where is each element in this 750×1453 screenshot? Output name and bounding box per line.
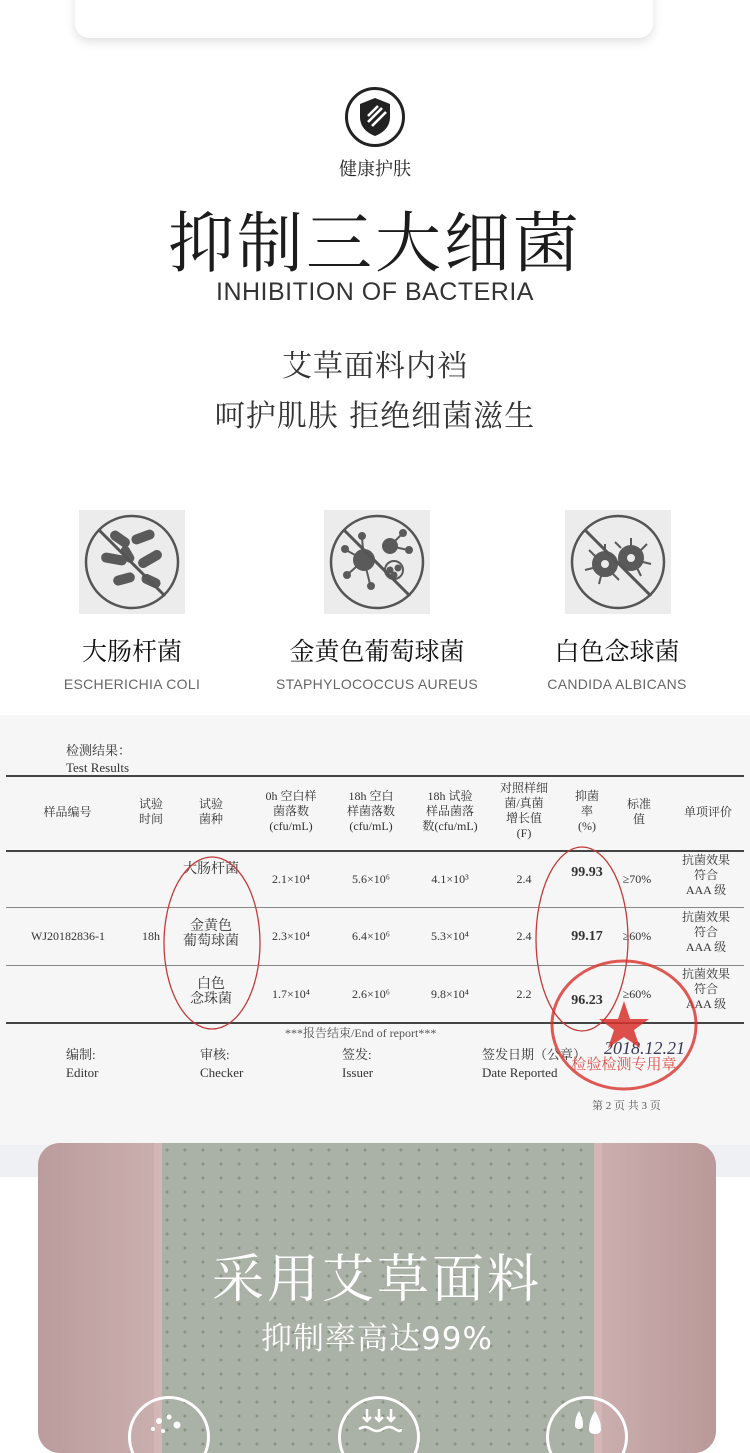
editor-label-en: Editor xyxy=(66,1065,99,1080)
row2-rate: 99.17 xyxy=(571,929,603,944)
page-title: 抑制三大细菌 xyxy=(168,205,582,282)
feature-card xyxy=(75,0,653,38)
row2-growth: 2.4 xyxy=(516,929,532,943)
row1-blank0: 2.1×10⁴ xyxy=(272,872,310,886)
header-time: 试验 时间 xyxy=(138,797,163,826)
header-test-18h: 18h 试验 样品菌落 数(cfu/mL) xyxy=(422,789,478,833)
wave-arrows-icon xyxy=(338,1396,420,1453)
test-time: 18h xyxy=(142,929,160,943)
seal-text: 检验检测专用章 xyxy=(571,1055,677,1073)
fabric-banner xyxy=(38,1143,716,1453)
row2-test18: 5.3×10⁴ xyxy=(431,929,469,943)
editor-label-cn: 编制: xyxy=(66,1047,96,1062)
bacteria-name-3: 白色念球菌 xyxy=(554,637,680,666)
end-of-report: ***报告结束/End of report*** xyxy=(285,1026,437,1040)
row1-test18: 4.1×10³ xyxy=(431,872,469,886)
row3-standard: ≥60% xyxy=(622,987,652,1001)
bacteria-en-2: STAPHYLOCOCCUS AUREUS xyxy=(275,676,479,692)
checker-label-en: Checker xyxy=(200,1065,244,1080)
row2-blank18: 6.4×10⁶ xyxy=(352,929,390,943)
results-label-en: Test Results xyxy=(66,760,130,775)
sample-id: WJ20182836-1 xyxy=(31,929,105,943)
row3-strain: 白色 念珠菌 xyxy=(190,977,232,1007)
description-line-1: 艾草面料内裆 xyxy=(282,349,468,384)
header-evaluation: 单项评价 xyxy=(683,805,732,819)
candida-bacteria-forbidden-icon xyxy=(565,510,671,614)
table-rule xyxy=(6,775,744,777)
row2-blank0: 2.3×10⁴ xyxy=(272,929,310,943)
issuer-label-cn: 签发: xyxy=(342,1047,372,1062)
date-label-en: Date Reported xyxy=(482,1065,558,1080)
header-blank-0h: 0h 空白样 菌落数 (cfu/mL) xyxy=(265,789,317,833)
row3-blank18: 2.6×10⁶ xyxy=(352,987,390,1001)
particles-icon xyxy=(128,1396,210,1453)
row1-growth: 2.4 xyxy=(516,872,532,886)
row1-standard: ≥70% xyxy=(622,872,652,886)
date-label-cn: 签发日期（公章） xyxy=(482,1047,587,1062)
row3-evaluation: 抗菌效果 符合 AAA 级 xyxy=(681,967,730,1011)
header-standard: 标准 值 xyxy=(626,797,651,826)
row1-strain: 大肠杆菌 xyxy=(183,862,239,877)
row1-blank18: 5.6×10⁶ xyxy=(352,872,390,886)
banner-subtitle: 抑制率高达99% xyxy=(261,1321,493,1357)
row3-blank0: 1.7×10⁴ xyxy=(272,987,310,1001)
row1-rate: 99.93 xyxy=(571,865,603,880)
bacteria-en-1: ESCHERICHIA COLI xyxy=(63,676,201,692)
shield-icon xyxy=(344,86,406,148)
bacteria-name-1: 大肠杆菌 xyxy=(81,637,182,666)
issuer-label-en: Issuer xyxy=(342,1065,374,1080)
checker-label-cn: 审核: xyxy=(200,1047,230,1062)
header-sample-id: 样品编号 xyxy=(43,805,92,819)
description-line-2: 呵护肌肤 拒绝细菌滋生 xyxy=(214,399,536,434)
header-strain: 试验 菌种 xyxy=(198,797,223,826)
header-growth: 对照样细 菌/真菌 增长值 (F) xyxy=(499,781,548,840)
row3-growth: 2.2 xyxy=(516,987,532,1001)
rod-bacteria-forbidden-icon xyxy=(79,510,185,614)
row3-test18: 9.8×10⁴ xyxy=(431,987,469,1001)
row3-rate: 96.23 xyxy=(571,993,603,1008)
signature-date: 2018.12.21 xyxy=(604,1038,685,1058)
badge-label: 健康护肤 xyxy=(339,159,411,180)
cocci-bacteria-forbidden-icon xyxy=(324,510,430,614)
bacteria-en-3: CANDIDA ALBICANS xyxy=(547,676,687,692)
page-number: 第 2 页 共 3 页 xyxy=(592,1100,661,1112)
banner-title: 采用艾草面料 xyxy=(211,1250,542,1310)
bacteria-name-2: 金黄色葡萄球菌 xyxy=(289,637,465,666)
water-drop-icon xyxy=(546,1396,628,1453)
page-subtitle: INHIBITION OF BACTERIA xyxy=(216,278,534,306)
row1-evaluation: 抗菌效果 符合 AAA 级 xyxy=(681,853,730,897)
header-blank-18h: 18h 空白 样菌落数 (cfu/mL) xyxy=(346,789,395,833)
row2-evaluation: 抗菌效果 符合 AAA 级 xyxy=(681,910,730,954)
highlight-oval-strains xyxy=(160,853,264,1033)
test-report xyxy=(0,715,750,1145)
official-seal xyxy=(548,957,700,1093)
row2-strain: 金黄色 葡萄球菌 xyxy=(183,919,239,949)
results-label-cn: 检测结果： xyxy=(66,743,132,758)
row2-standard: ≥60% xyxy=(622,929,652,943)
header-rate: 抑菌 率 (%) xyxy=(574,789,599,833)
